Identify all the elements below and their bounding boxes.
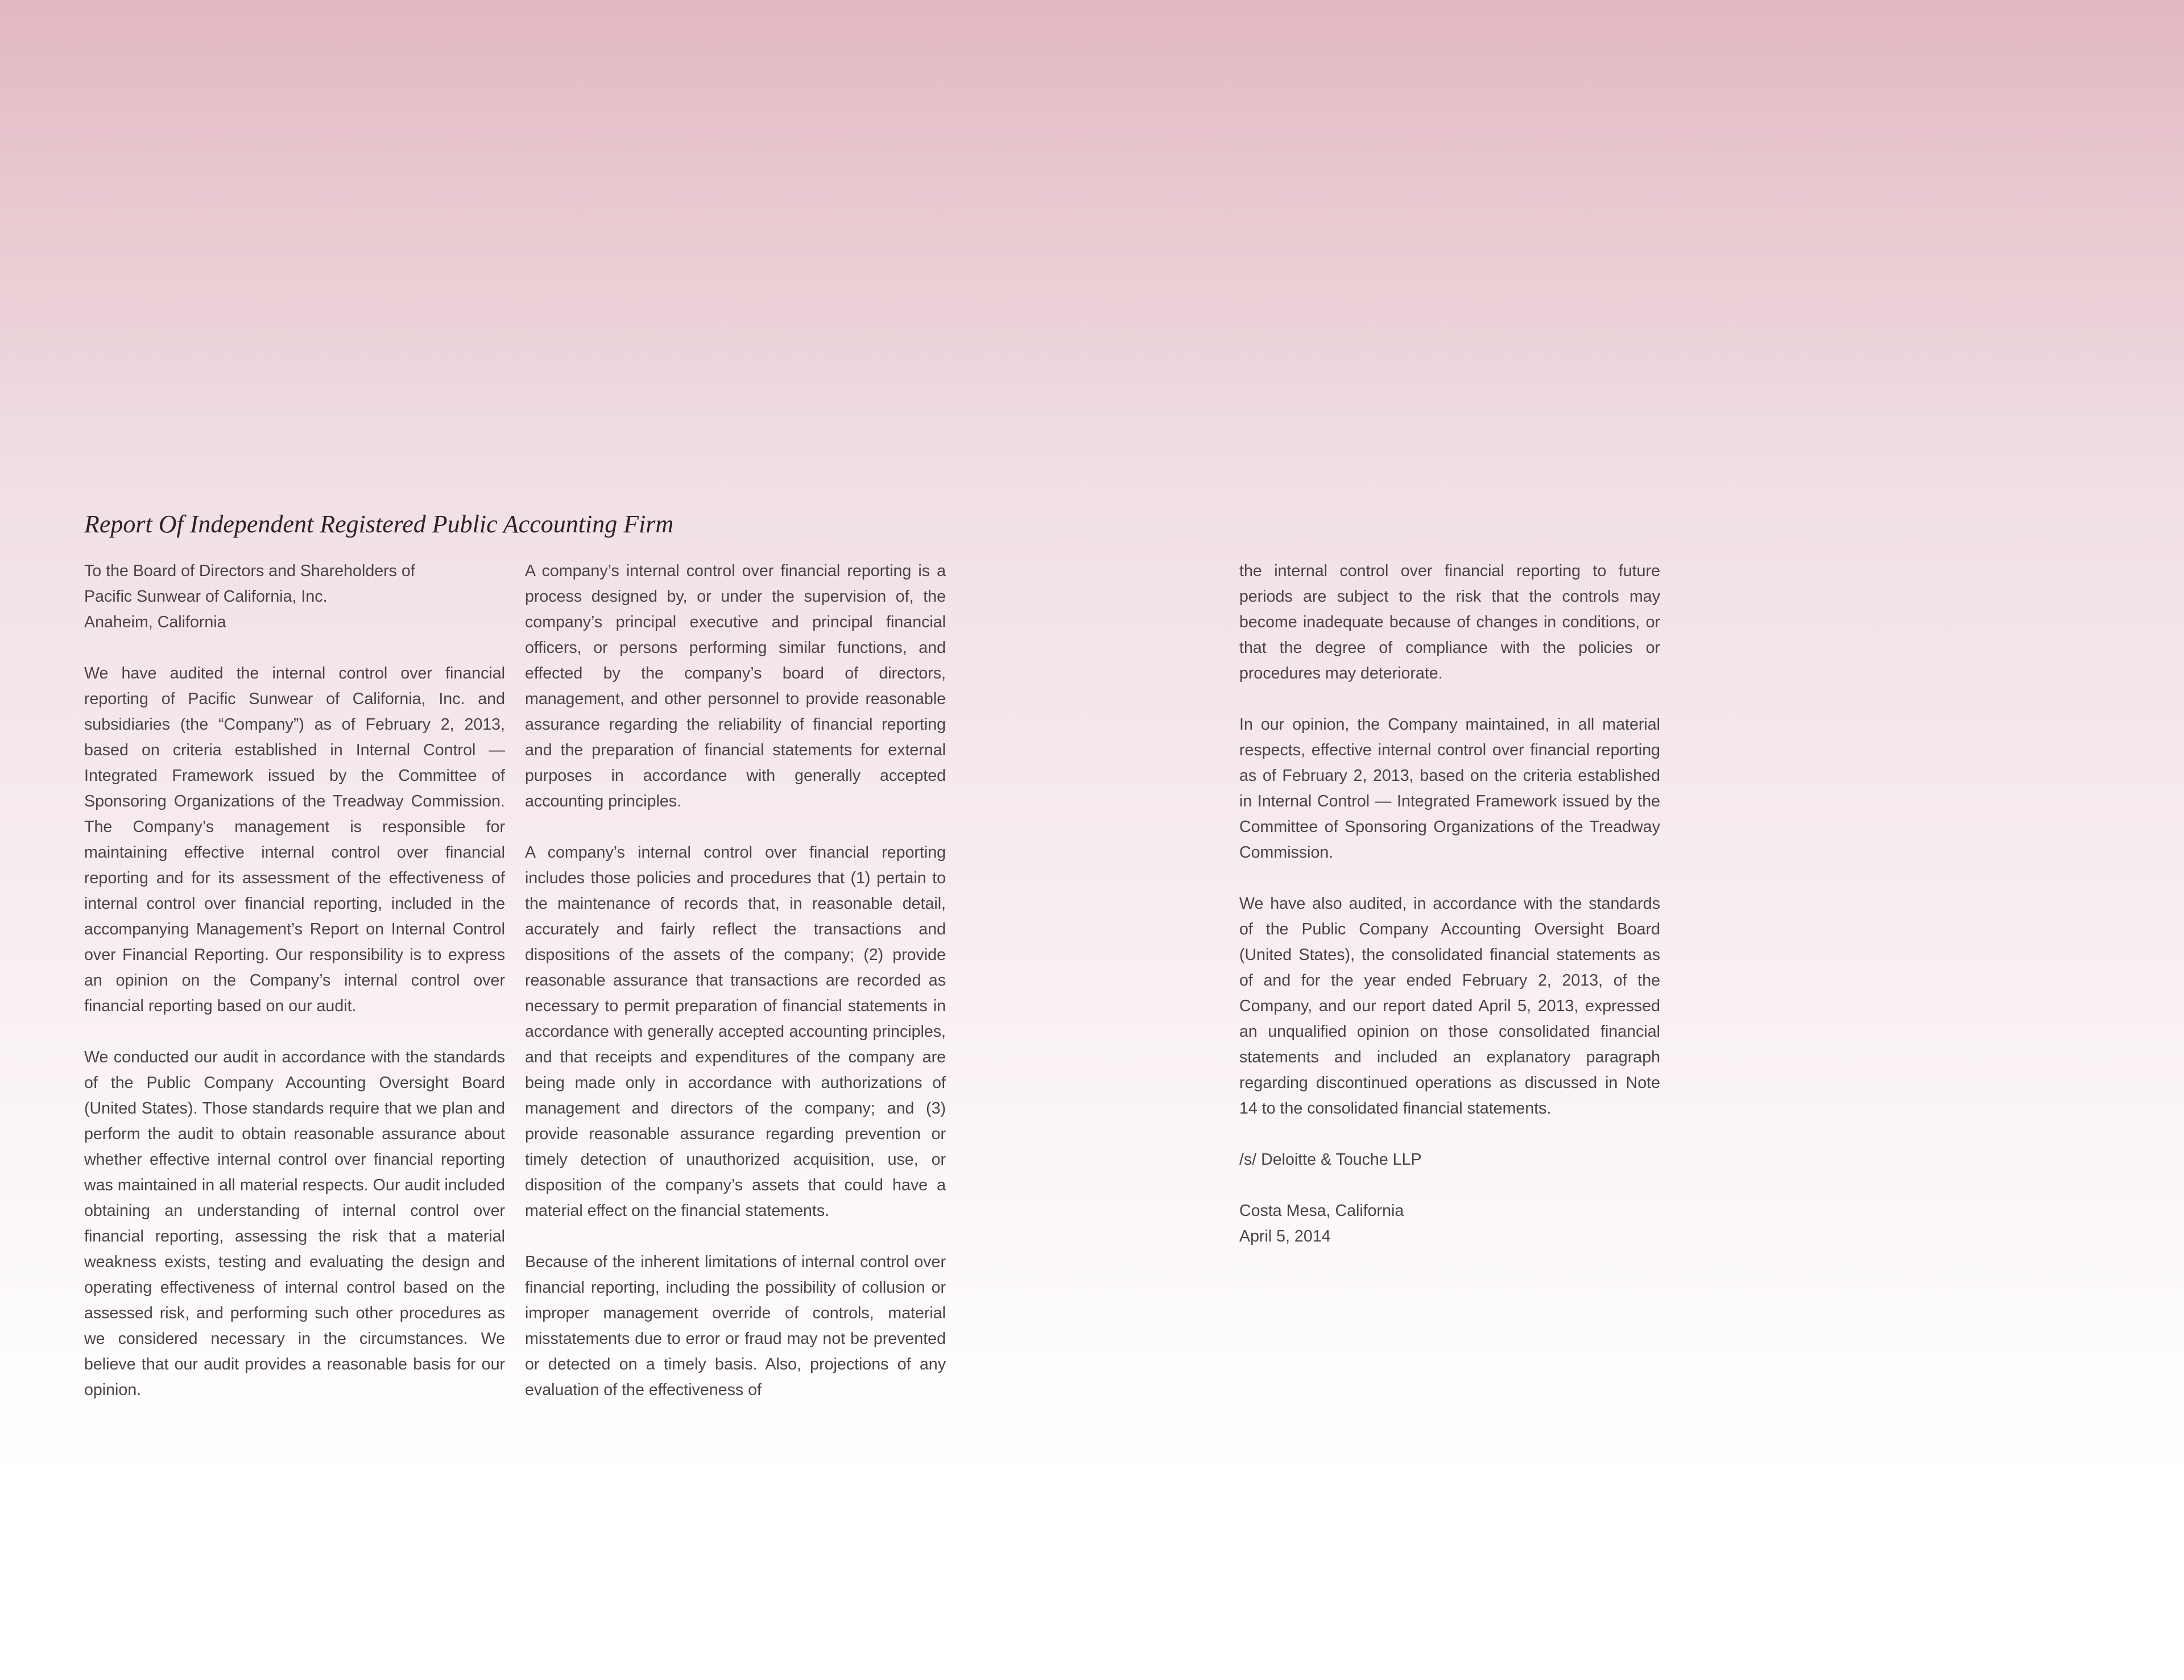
audit-standards-paragraph: We conducted our audit in accordance with the standards of the Public Company Accounting Oversight Board (United States). Those standards require that we plan and perform the audit to obtain reasonable assurance about whether effective internal control over financial reporting was maintained in all material respects. Our audit included obtaining an understanding of internal control over financial reporting, assessing the risk that a material weakness exists, testing and evaluating the design and operating effectiveness of internal control based on the assessed risk, and performing such other procedures as we considered necessary in the circumstances. We believe that our audit provides a reasonable basis for our opinion. (84, 1048, 505, 1399)
internal-control-policies-paragraph: A company’s internal control over financial reporting includes those policies and procedures that (1) pertain to the maintenance of records that, in reasonable detail, accurately and fairly reflect the transactions and dispositions of the assets of the company; (2) provide reasonable assurance that transactions are recorded as necessary to permit preparation of financial statements in accordance with generally accepted accounting principles, and that receipts and expenditures of the company are being made only in accordance with authorizations of management and directors of the company; and (3) provide reasonable assurance regarding prevention or timely detection of unauthorized acquisition, use, or disposition of the company’s assets that could have a material effect on the financial statements. (525, 843, 946, 1220)
inherent-limitations-paragraph: Because of the inherent limitations of internal control over financial reporting, including the possibility of collusion or improper management override of controls, material misstatements due to error or fraud may not be prevented or detected on a timely basis. Also, projections of any evaluation of the effectiveness of (525, 1253, 946, 1399)
column-1 (84, 558, 505, 1403)
internal-control-definition-paragraph: A company’s internal control over financial reporting is a process designed by, or under the supervision of, the company’s principal executive and principal financial officers, or persons performing similar functions, and effected by the company’s board of directors, management, and other personnel to provide reasonable assurance regarding the reliability of financial reporting and the preparation of financial statements for external purposes in accordance with generally accepted accounting principles. (525, 562, 946, 810)
addressee-line-1: To the Board of Directors and Shareholders of (84, 562, 415, 580)
audit-scope-paragraph: We have audited the internal control over financial reporting of Pacific Sunwear of California, Inc. and subsidiaries (the “Company”) as of February 2, 2013, based on criteria established in Internal Control — Integrated Framework issued by the Committee of Sponsoring Organizations of the Treadway Commission. The Company’s management is responsible for maintaining effective internal control over financial reporting and for its assessment of the effectiveness of internal control over financial reporting, included in the accompanying Management’s Report on Internal Control over Financial Reporting. Our responsibility is to express an opinion on the Company’s internal control over financial reporting based on our audit. (84, 664, 505, 1015)
addressee-line-3: Anaheim, California (84, 613, 226, 631)
signature-location: Costa Mesa, California (1239, 1202, 1404, 1220)
signature-date: April 5, 2014 (1239, 1227, 1331, 1245)
signature: /s/ Deloitte & Touche LLP (1239, 1151, 1422, 1169)
report-title: Report Of Independent Registered Public Accounting Firm (84, 510, 674, 538)
addressee-block (84, 558, 505, 635)
addressee-line-2: Pacific Sunwear of California, Inc. (84, 587, 328, 606)
opinion-paragraph: In our opinion, the Company maintained, in all material respects, effective internal control over financial reporting as of February 2, 2013, based on the criteria established in Internal Control — Integrated Framework issued by the Committee of Sponsoring Organizations of the Treadway Commission. (1239, 715, 1660, 862)
limitations-continued-paragraph: the internal control over financial reporting to future periods are subject to the risk that the controls may become inadequate because of changes in conditions, or that the degree of compliance with the policies or procedures may deteriorate. (1239, 562, 1660, 682)
signature-place-date (1239, 1198, 1660, 1249)
column-2 (525, 558, 946, 1403)
related-audit-paragraph: We have also audited, in accordance with the standards of the Public Company Accounting Oversight Board (United States), the consolidated financial statements as of and for the year ended February 2, 2013, of the Company, and our report dated April 5, 2013, expressed an unqualified opinion on those consolidated financial statements and included an explanatory paragraph regarding discontinued operations as discussed in Note 14 to the consolidated financial statements. (1239, 895, 1660, 1118)
column-3 (1239, 558, 1660, 1249)
